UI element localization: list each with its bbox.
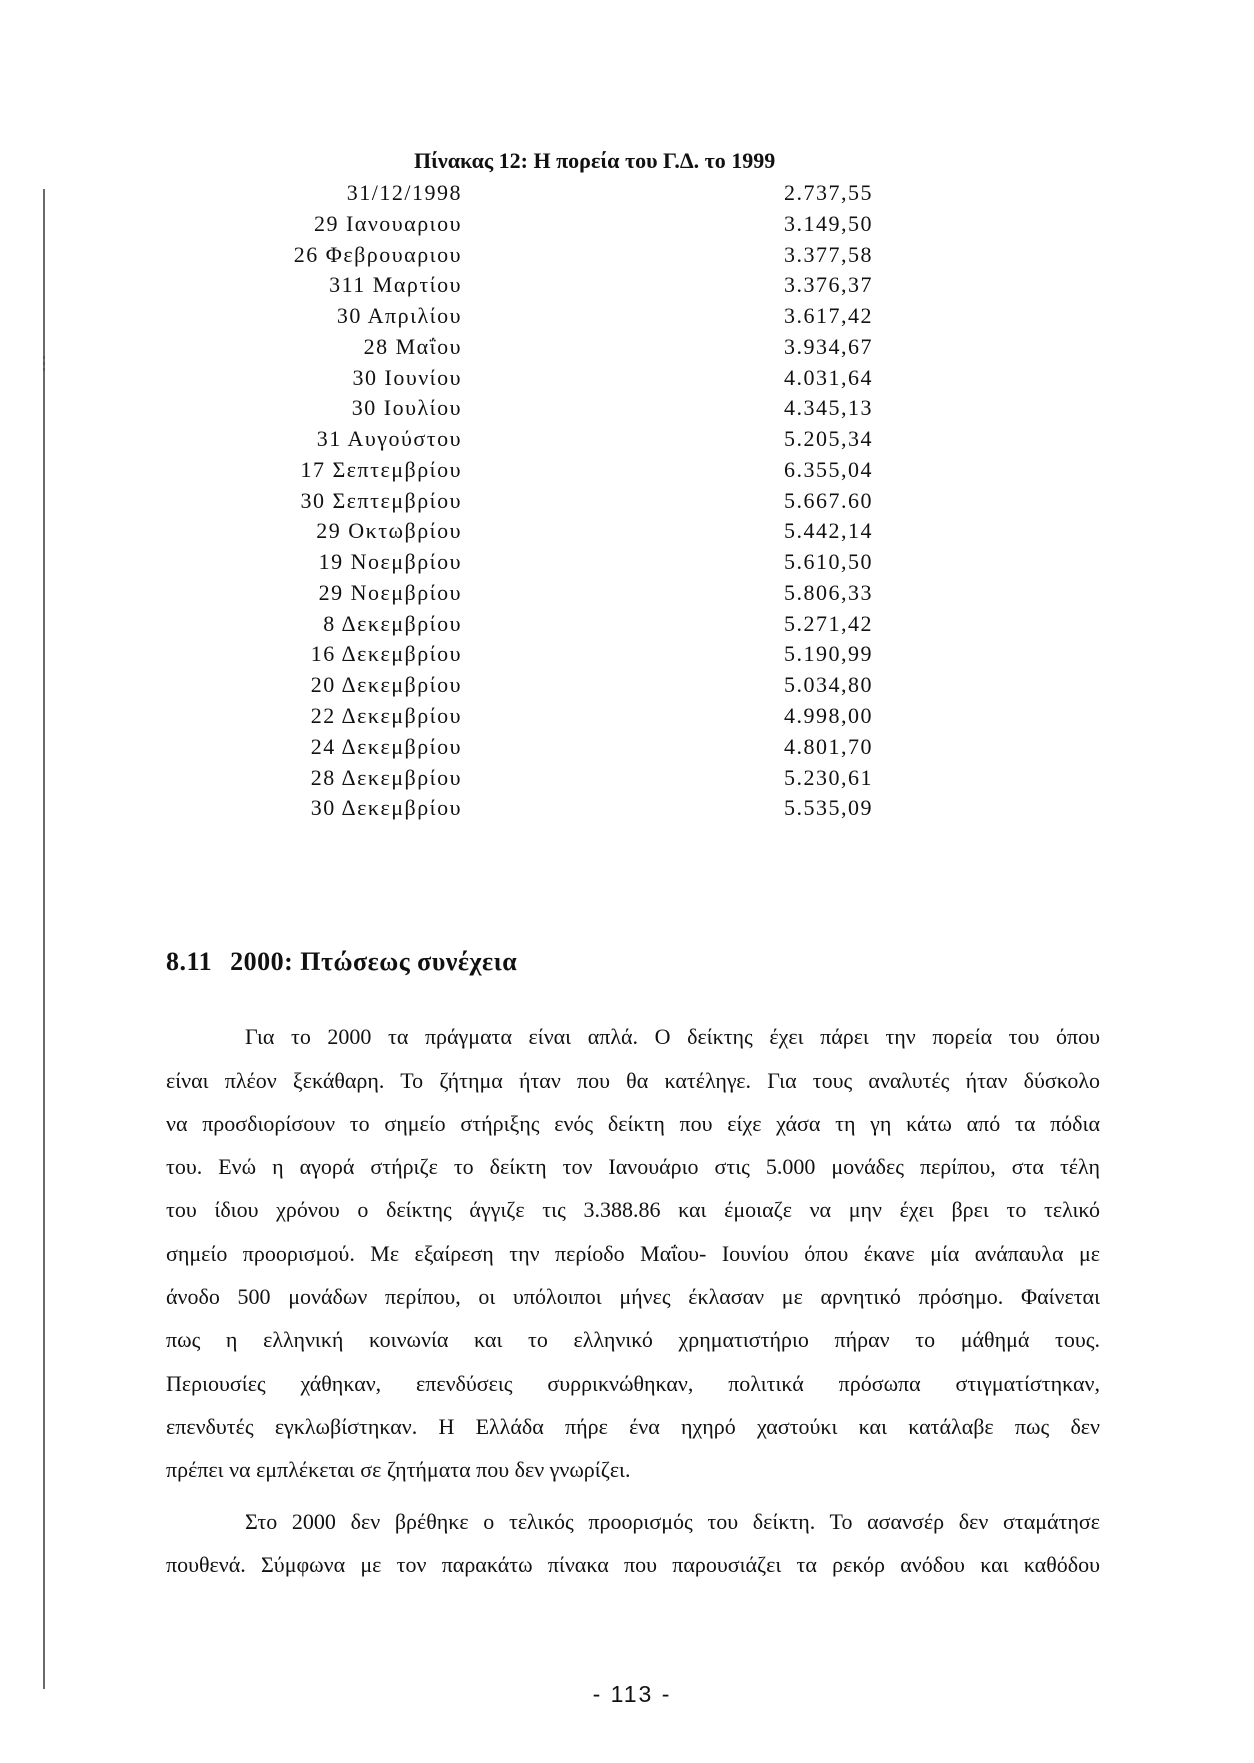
section-number: 8.11 bbox=[166, 947, 213, 976]
table-value-cell: 4.998,00 bbox=[784, 703, 873, 729]
table-value-cell: 5.610,50 bbox=[784, 549, 873, 575]
table-row bbox=[0, 547, 1254, 578]
table-row bbox=[0, 670, 1254, 701]
table-value-cell: 6.355,04 bbox=[784, 456, 873, 482]
paragraph-line: Περιουσίες χάθηκαν, επενδύσεις συρρικνώθηκαν, πολιτικά πρόσωπα στιγματίστηκαν, bbox=[166, 1371, 1100, 1396]
table-value-cell: 5.034,80 bbox=[784, 672, 873, 698]
table-row bbox=[0, 486, 1254, 517]
table-row bbox=[0, 793, 1254, 824]
table-date-cell: 30 Σεπτεμβρίου bbox=[300, 487, 462, 513]
table-date-cell: 20 Δεκεμβρίου bbox=[310, 672, 462, 698]
paragraph-line: πουθενά. Σύμφωνα με τον παρακάτω πίνακα που παρουσιάζει τα ρεκόρ ανόδου και καθόδου bbox=[166, 1552, 1100, 1577]
paragraph-line: Στο 2000 δεν βρέθηκε ο τελικός προορισμός του δείκτη. Το ασανσέρ δεν σταμάτησε bbox=[245, 1509, 1100, 1534]
table-row bbox=[0, 701, 1254, 732]
table-value-cell: 5.806,33 bbox=[784, 579, 873, 605]
table-row bbox=[0, 424, 1254, 455]
table-date-cell: 28 Μαΐου bbox=[363, 333, 462, 359]
table-value-cell: 5.230,61 bbox=[784, 764, 873, 790]
table-row bbox=[0, 732, 1254, 763]
paragraph-line: επενδυτές εγκλωβίστηκαν. Η Ελλάδα πήρε ένα ηχηρό χαστούκι και κατάλαβε πως δεν bbox=[166, 1414, 1100, 1439]
table-value-cell: 3.377,58 bbox=[784, 241, 873, 267]
table-value-cell: 3.376,37 bbox=[784, 272, 873, 298]
table-value-cell: 5.271,42 bbox=[784, 610, 873, 636]
table-value-cell: 5.535,09 bbox=[784, 795, 873, 821]
table-date-cell: 29 Νοεμβρίου bbox=[318, 579, 462, 605]
table-row bbox=[0, 516, 1254, 547]
table-row bbox=[0, 763, 1254, 794]
table-date-cell: 30 Ιουλίου bbox=[351, 395, 462, 421]
table-value-cell: 4.345,13 bbox=[784, 395, 873, 421]
table-date-cell: 17 Σεπτεμβρίου bbox=[300, 456, 462, 482]
table-row bbox=[0, 455, 1254, 486]
table-row bbox=[0, 393, 1254, 424]
table-value-cell: 5.442,14 bbox=[784, 518, 873, 544]
table-value-cell: 4.031,64 bbox=[784, 364, 873, 390]
table-value-cell: 3.934,67 bbox=[784, 333, 873, 359]
paragraph-line: του. Ενώ η αγορά στήριζε το δείκτη τον Ιανουάριο στις 5.000 μονάδες περίπου, στα τέλη bbox=[166, 1154, 1100, 1179]
section-title: 2000: Πτώσεως συνέχεια bbox=[230, 947, 518, 976]
table-date-cell: 30 Ιουνίου bbox=[352, 364, 462, 390]
table-value-cell: 3.149,50 bbox=[784, 210, 873, 236]
table-value-cell: 5.205,34 bbox=[784, 426, 873, 452]
table-date-cell: 31 Αυγούστου bbox=[316, 426, 462, 452]
page-number: - 113 - bbox=[592, 1681, 672, 1707]
table-date-cell: 30 Απριλίου bbox=[336, 303, 462, 329]
paragraph-line: να προσδιορίσουν το σημείο στήριξης ενός δείκτη που είχε χάσα τη γη κάτω από τα πόδια bbox=[166, 1111, 1100, 1136]
table-row bbox=[0, 240, 1254, 271]
paragraph-line: άνοδο 500 μονάδων περίπου, οι υπόλοιποι μήνες έκλασαν με αρνητικό πρόσημο. Φαίνεται bbox=[166, 1284, 1100, 1309]
table-title: Πίνακας 12: Η πορεία του Γ.Δ. το 1999 bbox=[414, 148, 776, 173]
paragraph-line: Για το 2000 τα πράγματα είναι απλά. Ο δείκτης έχει πάρει την πορεία του όπου bbox=[245, 1024, 1100, 1049]
index-table bbox=[0, 178, 1254, 824]
table-date-cell: 26 Φεβρουαριου bbox=[293, 241, 462, 267]
table-row bbox=[0, 178, 1254, 209]
table-date-cell: 31/12/1998 bbox=[346, 180, 462, 205]
table-row bbox=[0, 332, 1254, 363]
table-row bbox=[0, 609, 1254, 640]
table-row bbox=[0, 578, 1254, 609]
table-row bbox=[0, 209, 1254, 240]
paragraph-line: σημείο προορισμού. Με εξαίρεση την περίοδο Μαΐου- Ιουνίου όπου έκανε μία ανάπαυλα με bbox=[166, 1241, 1100, 1266]
table-row bbox=[0, 639, 1254, 670]
section-heading bbox=[166, 946, 517, 977]
table-value-cell: 5.190,99 bbox=[784, 641, 873, 667]
table-date-cell: 29 Ιανουαριου bbox=[313, 210, 462, 236]
table-date-cell: 28 Δεκεμβρίου bbox=[310, 764, 462, 790]
table-date-cell: 30 Δεκεμβρίου bbox=[310, 795, 462, 821]
table-date-cell: 22 Δεκεμβρίου bbox=[310, 703, 462, 729]
table-date-cell: 24 Δεκεμβρίου bbox=[310, 733, 462, 759]
table-date-cell: 16 Δεκεμβρίου bbox=[310, 641, 462, 667]
paragraph-line: του ίδιου χρόνου ο δείκτης άγγιζε τις 3.388.86 και έμοιαζε να μην έχει βρει το τελικό bbox=[166, 1197, 1100, 1222]
table-value-cell: 2.737,55 bbox=[784, 180, 873, 205]
table-value-cell: 3.617,42 bbox=[784, 303, 873, 329]
paragraph-line: είναι πλέον ξεκάθαρη. Το ζήτημα ήταν που θα κατέληγε. Για τους αναλυτές ήταν δύσκολο bbox=[166, 1068, 1100, 1093]
paragraph-line: πρέπει να εμπλέκεται σε ζητήματα που δεν γνωρίζει. bbox=[166, 1457, 631, 1482]
table-row bbox=[0, 363, 1254, 394]
table-date-cell: 8 Δεκεμβρίου bbox=[323, 610, 462, 636]
table-row bbox=[0, 301, 1254, 332]
table-value-cell: 5.667.60 bbox=[784, 487, 873, 513]
paragraph-line: πως η ελληνική κοινωνία και το ελληνικό χρηματιστήριο πήραν το μάθημά τους. bbox=[166, 1327, 1100, 1352]
table-date-cell: 311 Μαρτίου bbox=[329, 272, 462, 298]
table-value-cell: 4.801,70 bbox=[784, 733, 873, 759]
table-row bbox=[0, 270, 1254, 301]
table-date-cell: 19 Νοεμβρίου bbox=[318, 549, 462, 575]
table-date-cell: 29 Οκτωβρίου bbox=[316, 518, 462, 544]
